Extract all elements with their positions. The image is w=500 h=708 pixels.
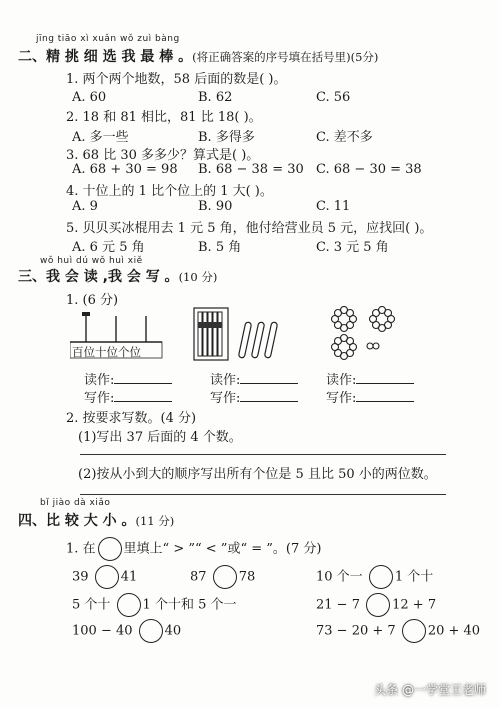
read-label: 读作: <box>326 373 357 388</box>
answer-circle[interactable] <box>95 565 119 589</box>
compare-item <box>316 565 433 589</box>
abacus-place-label: 百位十位个位 <box>72 345 141 359</box>
write-label: 写作: <box>210 391 241 406</box>
instr-pre: 1. 在 <box>66 541 96 557</box>
sec4-title: 四、比 较 大 小 。 <box>18 513 136 529</box>
watermark: 头条 @一学堂王老师 <box>374 683 486 697</box>
sec3-pinyin: wǒ huì dú wǒ huì xiě <box>40 256 143 266</box>
stick-bundle <box>198 312 222 356</box>
q3-option-a: A. 68 + 30 = 98 <box>72 162 178 177</box>
right-expr: 78 <box>238 569 256 585</box>
right-expr: 40 <box>164 623 182 639</box>
q5-option-b: B. 5 角 <box>198 240 242 255</box>
loose-sticks <box>238 322 277 358</box>
sec4-pinyin: bǐ jiào dà xiǎo <box>40 498 111 508</box>
compare-item <box>72 619 181 643</box>
compare-item <box>190 565 255 589</box>
sec2-title: 二、精 挑 细 选 我 最 棒 。 <box>18 49 193 65</box>
q5-option-c: C. 3 元 5 角 <box>316 240 389 255</box>
write-field-2[interactable] <box>210 387 298 406</box>
sec4-heading <box>18 510 174 530</box>
read-field-3[interactable] <box>326 369 414 388</box>
q4-option-a: A. 9 <box>72 199 98 214</box>
sec2-pinyin: jīng tiāo xì xuǎn wǒ zuì bàng <box>36 34 180 44</box>
left-expr: 100 − 40 <box>72 623 133 639</box>
q2-option-a: A. 多一些 <box>72 130 129 145</box>
sec2-note: (将正确答案的序号填在括号里)(5分) <box>192 50 379 64</box>
q3-option-c: C. 68 − 30 = 38 <box>316 162 422 177</box>
q1-option-a: A. 60 <box>72 90 107 105</box>
write-label: 写作: <box>84 391 115 406</box>
left-expr: 21 − 7 <box>316 597 360 613</box>
bead-ring-1 <box>332 307 357 332</box>
right-expr: 41 <box>120 569 138 585</box>
sticks-figure <box>192 306 284 364</box>
answer-circle[interactable] <box>366 593 390 617</box>
q2-option-b: B. 多得多 <box>198 130 255 145</box>
answer-circle[interactable] <box>213 565 237 589</box>
q1-option-c: C. 56 <box>316 90 351 105</box>
read-field-1[interactable] <box>84 369 172 388</box>
q4-option-c: C. 11 <box>316 199 351 214</box>
loose-beads <box>367 343 379 349</box>
left-expr: 73 − 20 + 7 <box>316 623 396 639</box>
instr-post: 里填上“ > ”“ < ”或“ = ”。(7 分) <box>123 541 322 557</box>
answer-circle[interactable] <box>117 593 141 617</box>
sec3-title: 三、我 会 读 ,我 会 写 。 <box>18 269 179 285</box>
read-label: 读作: <box>210 373 241 388</box>
bead-ring-2 <box>370 307 395 332</box>
q5-text: 5. 贝贝买冰棍用去 1 元 5 角，他付给营业员 5 元，应找回( )。 <box>66 221 433 236</box>
sec3-sub2: (2)按从小到大的顺序写出所有个位是 5 且比 50 小的两位数。 <box>78 467 437 482</box>
q2-text: 2. 18 和 81 相比，81 比 18( )。 <box>66 110 262 125</box>
right-expr: 1 个十和 5 个一 <box>142 597 237 613</box>
read-label: 读作: <box>84 373 115 388</box>
left-expr: 39 <box>72 569 89 585</box>
write-field-1[interactable] <box>84 387 172 406</box>
sec4-score: (11 分) <box>135 514 175 528</box>
q3-option-b: B. 68 − 38 = 30 <box>198 162 304 177</box>
q3-text: 3. 68 比 30 多多少？算式是( )。 <box>66 148 260 163</box>
compare-item <box>316 619 480 643</box>
q1-text: 1. 两个两个地数，58 后面的数是( )。 <box>66 72 287 87</box>
bundle-band <box>198 322 222 328</box>
right-expr: 12 + 7 <box>392 597 437 613</box>
sec4-instruction <box>66 537 321 561</box>
sec3-score: (10 分) <box>178 270 218 284</box>
read-field-2[interactable] <box>210 369 298 388</box>
left-expr: 10 个一 <box>316 569 363 585</box>
q1-option-b: B. 62 <box>198 90 233 105</box>
compare-item <box>72 593 237 617</box>
answer-line-1[interactable] <box>80 454 446 455</box>
sec3-part1-label: 1. (6 分) <box>66 293 119 308</box>
sec3-part2-label: 2. 按要求写数。(4 分) <box>66 411 197 426</box>
q5-option-a: A. 6 元 5 角 <box>72 240 145 255</box>
bead-ring-3 <box>332 335 357 360</box>
sec3-sub1: (1)写出 37 后面的 4 个数。 <box>78 430 242 445</box>
answer-circle[interactable] <box>139 619 163 643</box>
right-expr: 1 个十 <box>394 569 434 585</box>
beads-figure <box>326 306 406 364</box>
compare-item <box>316 593 436 617</box>
q4-text: 4. 十位上的 1 比个位上的 1 大( )。 <box>66 184 273 199</box>
left-expr: 5 个十 <box>72 597 111 613</box>
q2-option-c: C. 差不多 <box>316 130 373 145</box>
right-expr: 20 + 40 <box>427 623 481 639</box>
sec2-heading <box>18 46 378 66</box>
abacus-bead <box>82 312 90 316</box>
blank-circle-sample <box>98 537 122 561</box>
sec3-heading <box>18 266 217 286</box>
answer-circle[interactable] <box>369 565 393 589</box>
compare-item <box>72 565 137 589</box>
answer-circle[interactable] <box>402 619 426 643</box>
answer-line-2[interactable] <box>80 494 446 495</box>
left-expr: 87 <box>190 569 207 585</box>
q4-option-b: B. 90 <box>198 199 233 214</box>
write-field-3[interactable] <box>326 387 414 406</box>
write-label: 写作: <box>326 391 357 406</box>
